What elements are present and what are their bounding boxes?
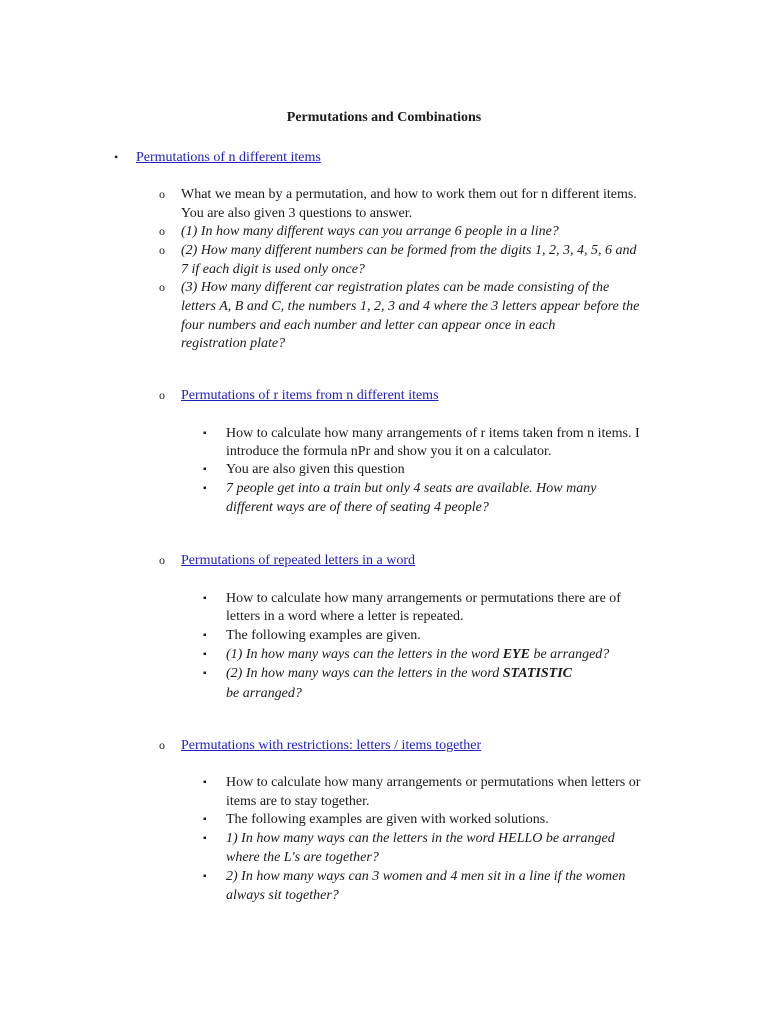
question-text: where the L's are together?: [226, 850, 379, 865]
list-item: [203, 810, 681, 829]
link-permutations-n-items[interactable]: Permutations of n different items: [136, 150, 321, 165]
square-bullet-icon: ▪: [203, 833, 207, 844]
emphasized-word: STATISTIC: [502, 666, 572, 681]
question-text: letters A, B and C, the numbers 1, 2, 3 and 4 where the 3 letters appear before the: [181, 299, 640, 314]
question-text: 1) In how many ways can the letters in the word HELLO be arranged: [226, 831, 615, 846]
item-text: What we mean by a permutation, and how to work them out for n different items.: [181, 187, 637, 202]
item-text: How to calculate how many arrangements of r items taken from n items. I: [226, 426, 640, 441]
question-text: (1) In how many ways can the letters in the word: [226, 647, 503, 662]
question-text: 2) In how many ways can 3 women and 4 men sit in a line if the women: [226, 869, 626, 884]
square-bullet-icon: ▪: [203, 428, 207, 439]
square-bullet-icon: ▪: [203, 630, 207, 641]
list-item-continuation: [226, 607, 681, 626]
list-item-s4: [159, 736, 681, 755]
link-permutations-r-items[interactable]: Permutations of r items from n different items: [181, 388, 439, 403]
list-item-continuation: [226, 442, 681, 461]
list-item: [203, 645, 681, 664]
list-item: [159, 185, 681, 204]
disc-bullet-icon: •: [114, 150, 119, 164]
list-item: [203, 867, 681, 886]
square-bullet-icon: ▪: [203, 649, 207, 660]
item-text: items are to stay together.: [226, 794, 370, 809]
question-text: be arranged?: [529, 647, 610, 662]
circle-bullet-icon: o: [159, 738, 165, 752]
question-text: different ways are of there of seating 4 people?: [226, 500, 489, 515]
item-text: The following examples are given.: [226, 628, 421, 643]
item-text: You are also given 3 questions to answer.: [181, 206, 413, 221]
page-title: Permutations and Combinations: [286, 110, 482, 125]
emphasized-word: EYE: [502, 647, 530, 662]
question-text: (3) How many different car registration plates can be made consisting of the: [181, 280, 610, 295]
question-text: always sit together?: [226, 888, 339, 903]
question-text: 7 people get into a train but only 4 seats are available. How many: [226, 481, 597, 496]
list-item: [203, 829, 681, 848]
circle-bullet-icon: o: [159, 388, 165, 402]
square-bullet-icon: ▪: [203, 593, 207, 604]
question-text: be arranged?: [226, 686, 302, 701]
circle-bullet-icon: o: [159, 553, 165, 567]
circle-bullet-icon: o: [159, 280, 165, 294]
item-text: letters in a word where a letter is repeated.: [226, 609, 464, 624]
list-item-continuation: [226, 684, 681, 703]
list-item: [203, 460, 681, 479]
square-bullet-icon: ▪: [203, 483, 207, 494]
list-item-continuation: [181, 334, 681, 353]
square-bullet-icon: ▪: [203, 668, 207, 679]
list-item-continuation: [181, 316, 681, 335]
circle-bullet-icon: o: [159, 187, 165, 201]
square-bullet-icon: ▪: [203, 814, 207, 825]
link-permutations-restrictions[interactable]: Permutations with restrictions: letters / items together: [181, 738, 482, 753]
link-permutations-repeated-letters[interactable]: Permutations of repeated letters in a word: [181, 553, 416, 568]
list-item: [159, 278, 681, 297]
question-text: (1) In how many different ways can you arrange 6 people in a line?: [181, 224, 559, 239]
square-bullet-icon: ▪: [203, 777, 207, 788]
list-item-continuation: [226, 498, 681, 517]
list-item-s1: [114, 148, 321, 167]
circle-bullet-icon: o: [159, 224, 165, 238]
list-item: [159, 222, 681, 241]
list-item: [203, 773, 681, 792]
question-text: (2) In how many ways can the letters in the word: [226, 666, 503, 681]
list-item: [203, 626, 681, 645]
item-text: You are also given this question: [226, 462, 405, 477]
list-item-continuation: [226, 886, 681, 905]
item-text: How to calculate how many arrangements or permutations there are of: [226, 591, 621, 606]
item-text: The following examples are given with worked solutions.: [226, 812, 549, 827]
list-item: [203, 589, 681, 608]
list-item-s3: [159, 551, 681, 570]
list-item-continuation: [181, 297, 681, 316]
list-item: [203, 664, 681, 683]
question-text: four numbers and each number and letter can appear once in each: [181, 318, 556, 333]
square-bullet-icon: ▪: [203, 871, 207, 882]
list-item-continuation: [181, 260, 681, 279]
list-item: [203, 424, 681, 443]
question-text: registration plate?: [181, 336, 286, 351]
item-text: How to calculate how many arrangements or permutations when letters or: [226, 775, 641, 790]
square-bullet-icon: ▪: [203, 464, 207, 475]
list-item-continuation: [226, 792, 681, 811]
circle-bullet-icon: o: [159, 243, 165, 257]
item-text: introduce the formula nPr and show you it on a calculator.: [226, 444, 552, 459]
list-item: [159, 241, 681, 260]
question-text: 7 if each digit is used only once?: [181, 262, 365, 277]
question-text: (2) How many different numbers can be formed from the digits 1, 2, 3, 4, 5, 6 and: [181, 243, 637, 258]
list-item-s2: [159, 386, 681, 405]
list-item-continuation: [226, 848, 681, 867]
list-item: [203, 479, 681, 498]
list-item-continuation: [181, 204, 681, 223]
